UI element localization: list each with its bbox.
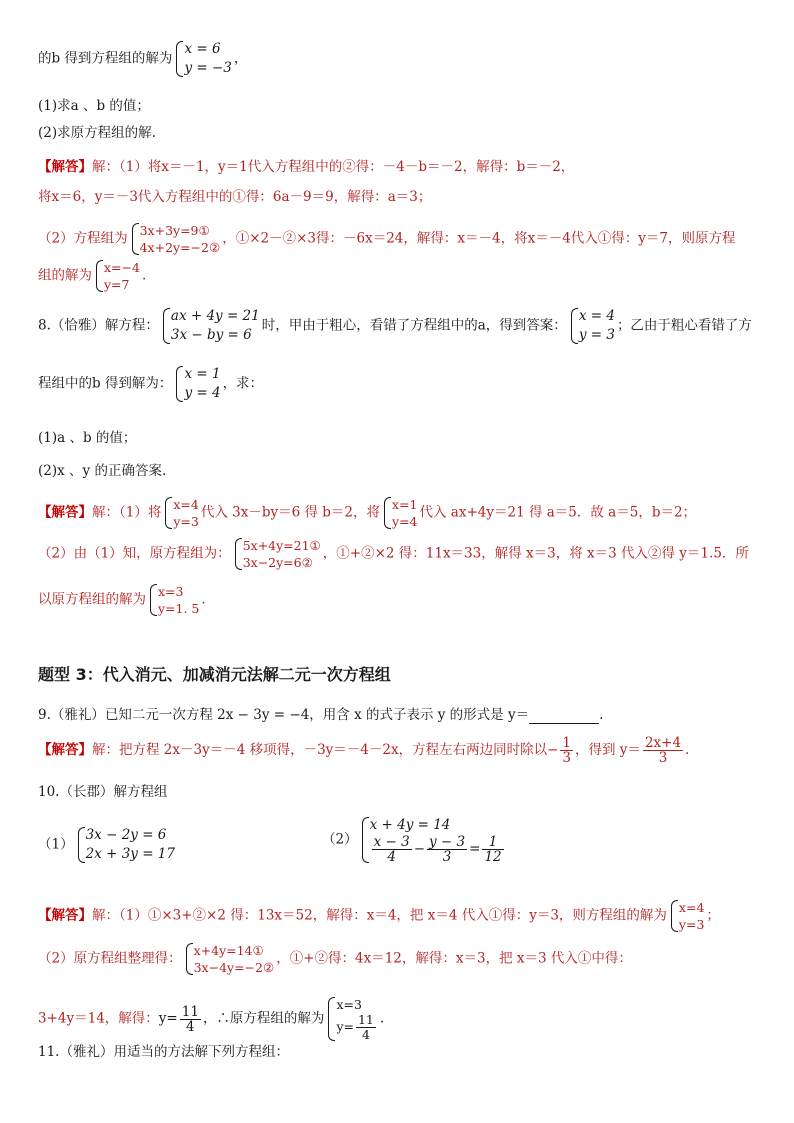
answer-line-3: （2）方程组为 3x+3y=9① 4x+2y=−2② ，①×2－②×3得：－6x＝24，解得：x＝－4，将x＝－4代入①得：y＝7，则原方程: [38, 223, 736, 255]
answer-line-4: 组的解为 x=−4 y=7 .: [38, 260, 147, 292]
answer-tag: 【解答】: [38, 159, 92, 175]
equation-system: x + 4y = 14 $\frac{x - 3}{4}$ − $\frac{y - 3}{3}$ = $\frac{1}{12}$: [360, 816, 506, 864]
solution-system: x=1 y=4: [382, 496, 418, 530]
answer-line-1: 【解答】解：（1）①×3+②×2 得：13x＝52，解得：x＝4，把 x＝4 代入①得：y＝3，则方程组的解为 x=4 y=3 ；: [38, 900, 720, 932]
equation-system: 5x+4y=21① 3x−2y=6②: [233, 537, 321, 571]
answer-line-1: 【解答】解：（1）将x＝－1，y＝1代入方程组中的②得：－4－b＝－2，解得：b＝－2，: [38, 159, 575, 175]
answer-tag: 【解答】: [38, 907, 92, 924]
solution-system: x=4 y=3: [163, 496, 199, 530]
system-2: （2） x + 4y = 14 $\frac{x - 3}{4}$ − $\frac{y - 3}{3}$ = $\frac{1}{12}$: [322, 816, 764, 864]
problem-7-tail-line: 的b 得到方程组的解为 x = 6 y = −3 ，: [38, 41, 248, 76]
equation-system: ax + 4y = 21 3x − by = 6: [161, 307, 260, 345]
answer-line-1: 【解答】解：（1）将 x=4 y=3 代入 3x－by＝6 得 b＝2，将 x=1 y=4 代入 ax+4y＝21 得 a＝5．故 a＝5，b＝2；: [38, 497, 697, 529]
equation-system: 3x − 2y = 6 2x + 3y = 17: [76, 826, 175, 864]
problem-8-line-2: 程组中的b 得到解为： x = 1 y = 4 ，求：: [38, 366, 264, 401]
equation-system: x+4y=14① 3x−4y=−2②: [184, 942, 275, 976]
answer-line-3: 3+4y＝14，解得：y= $\frac{11}{4}$ ，∴原方程组的解为 x=3 y= $\frac{11}{4}$ .: [38, 997, 385, 1042]
answer-line: 【解答】解：把方程 2x－3y＝－4 移项得，－3y＝－4－2x，方程左右两边同时除以− $\frac{1}{3}$ ，得到 y＝ $\frac{2x+4}{3}$ .: [38, 735, 690, 766]
question-2: (2)求原方程组的解.: [38, 125, 156, 141]
answer-line-2: （2）原方程组整理得： x+4y=14① 3x−4y=−2② ，①+②得：4x＝12，解得：x＝3，把 x＝3 代入①中得：: [38, 943, 632, 975]
answer-line-2: （2）由（1）知，原方程组为： 5x+4y=21① 3x−2y=6② ，①+②×2 得：11x＝33，解得 x＝3，将 x＝3 代入②得 y＝1.5．所: [38, 538, 749, 570]
answer-line-2: 将x＝6，y＝－3代入方程组中的①得：6a－9＝9，解得：a＝3；: [38, 189, 432, 205]
problem-11-title: 11.（雅礼）用适当的方法解下列方程组：: [38, 1044, 289, 1060]
system-1: （1） 3x − 2y = 6 2x + 3y = 17: [38, 827, 175, 862]
solution-system: x=4 y=3: [669, 899, 705, 933]
answer-tag: 【解答】: [38, 504, 92, 521]
solution-system: x=3 y=1. 5: [148, 583, 199, 617]
solution-system: x = 1 y = 4: [174, 365, 220, 403]
problem-10-title: 10.（长郡）解方程组: [38, 784, 168, 800]
question-2: (2)x 、y 的正确答案.: [38, 463, 167, 479]
solution-system: x=−4 y=7: [94, 259, 140, 293]
problem-8-line-1: 8.（恰雅）解方程： ax + 4y = 21 3x − by = 6 时，甲由于粗心，看错了方程组中的a，得到答案： x = 4 y = 3 ；乙由于粗心看错了方: [38, 308, 752, 343]
solution-system: x = 4 y = 3: [569, 307, 615, 345]
answer-blank: [529, 709, 599, 724]
text: 的b 得到方程组的解为: [38, 50, 173, 67]
answer-tag: 【解答】: [38, 742, 92, 758]
equation-system: 3x+3y=9① 4x+2y=−2②: [130, 222, 221, 256]
solution-system: x=3 y= $\frac{11}{4}$: [326, 996, 377, 1042]
fraction: $\frac{11}{4}$: [181, 1003, 199, 1035]
fraction: $\frac{1}{3}$: [562, 735, 572, 766]
solution-system: x = 6 y = −3: [174, 40, 231, 78]
question-1: (1)求a 、b 的值；: [38, 98, 150, 114]
problem-9: 9.（雅礼）已知二元一次方程 2x − 3y = −4，用含 x 的式子表示 y 的形式是 y＝ .: [38, 707, 604, 723]
answer-line-3: 以原方程组的解为 x=3 y=1. 5 .: [38, 584, 206, 616]
question-1: (1)a 、b 的值；: [38, 430, 137, 446]
fraction: $\frac{2x+4}{3}$: [644, 735, 682, 766]
section-heading: 题型 3：代入消元、加减消元法解二元一次方程组: [38, 665, 391, 684]
